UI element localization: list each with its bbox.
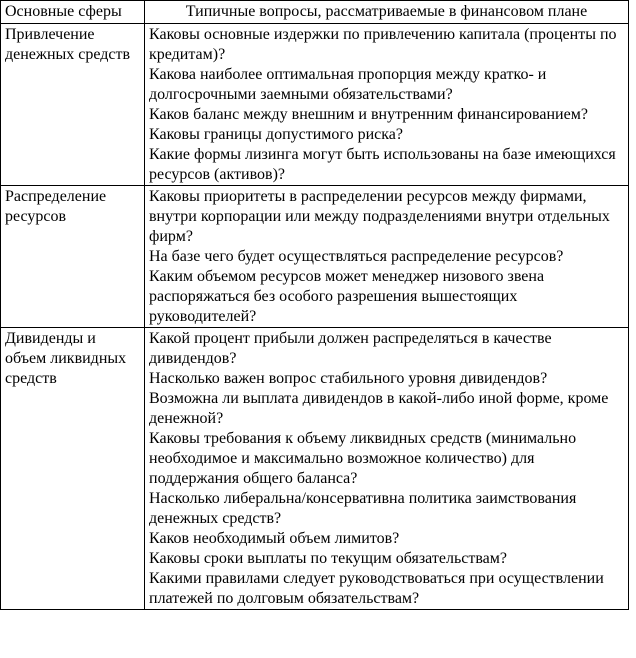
table-header-row [1, 1, 629, 24]
question-text: На базе чего будет осуществляться распределение ресурсов? [149, 248, 564, 265]
question-text: Каким объемом ресурсов может менеджер низового звена распоряжаться без особого разрешения вышестоящих руководителей? [149, 268, 545, 325]
area-cell: Распределение ресурсов [1, 186, 145, 328]
question-text: Каковы сроки выплаты по текущим обязательствам? [149, 550, 508, 567]
header-main-areas: Основные сферы [1, 1, 145, 24]
question-text: Каковы границы допустимого риска? [149, 126, 403, 143]
question-text: Каковы основные издержки по привлечению капитала (проценты по кредитам)? [149, 26, 617, 63]
header-typical-questions: Типичные вопросы, рассматриваемые в финансовом плане [145, 1, 629, 24]
question-text: Каковы приоритеты в распределении ресурсов между фирмами, внутри корпорации или между подразделениями внутри отдельных фирм? [149, 188, 610, 245]
question-text: Насколько либеральна/консервативна политика заимствования денежных средств? [149, 490, 577, 527]
question-text: Какова наиболее оптимальная пропорция между кратко- и долгосрочными заемными обязательствами? [149, 66, 547, 103]
table-row [1, 24, 629, 186]
question-text: Какой процент прибыли должен распределяться в качестве дивидендов? [149, 330, 552, 367]
question-text: Каков необходимый объем лимитов? [149, 530, 400, 547]
question-text: Каков баланс между внешним и внутренним финансированием? [149, 106, 588, 123]
question-text: Какими правилами следует руководствоваться при осуществлении платежей по долговым обязательствам? [149, 570, 604, 607]
questions-cell [145, 24, 629, 186]
questions-cell [145, 186, 629, 328]
question-text: Какие формы лизинга могут быть использованы на базе имеющихся ресурсов (активов)? [149, 146, 616, 183]
question-text: Каковы требования к объему ликвидных средств (минимально необходимое и максимально возможное количество) для поддержания общего баланса? [149, 430, 577, 487]
question-text: Насколько важен вопрос стабильного уровня дивидендов? [149, 370, 548, 387]
question-text: Возможна ли выплата дивидендов в какой-либо иной форме, кроме денежной? [149, 390, 609, 427]
questions-cell [145, 328, 629, 610]
table-row [1, 328, 629, 610]
area-cell: Привлечение денежных средств [1, 24, 145, 186]
table-row [1, 186, 629, 328]
area-cell: Дивиденды и объем ликвидных средств [1, 328, 145, 610]
